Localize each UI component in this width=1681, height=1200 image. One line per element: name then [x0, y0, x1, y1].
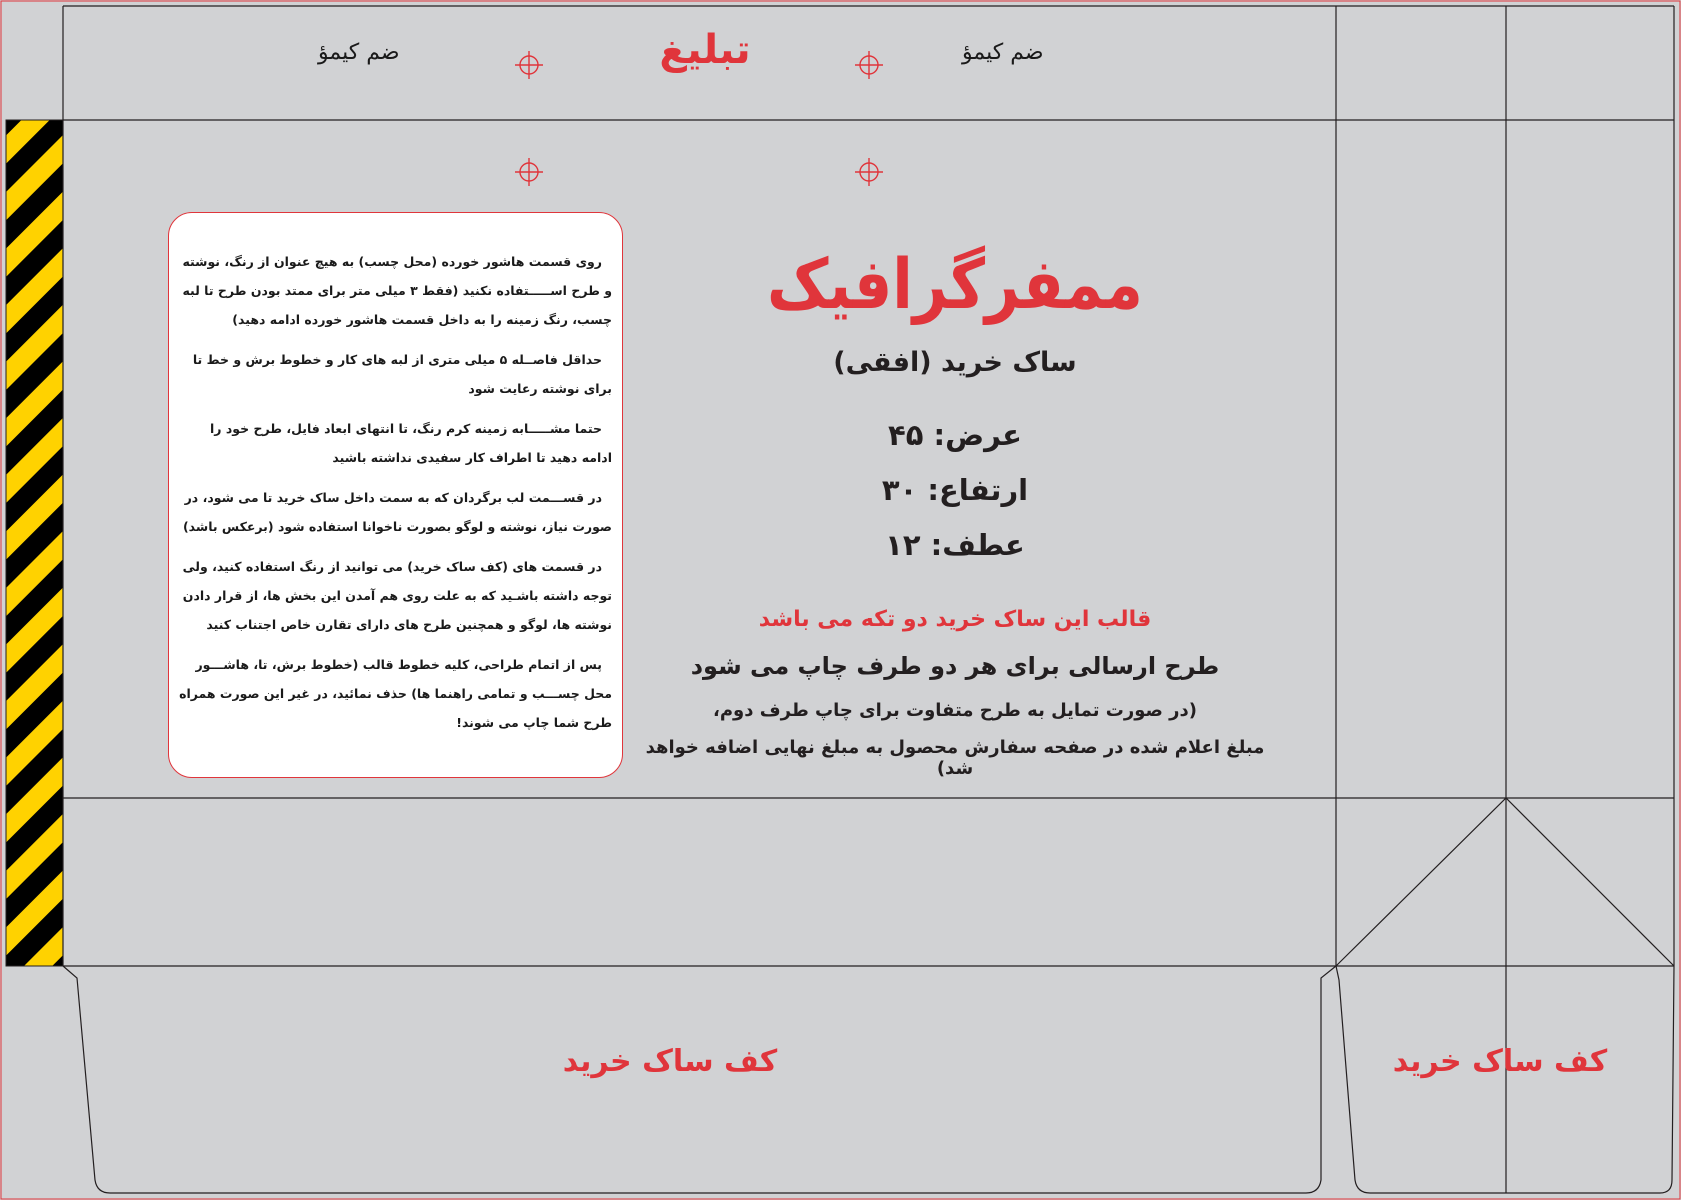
dimension-height: ارتفاع: ۳۰	[881, 473, 1029, 507]
different-design-note: (در صورت تمایل به طرح متفاوت برای چاپ طرف دوم،	[712, 700, 1197, 721]
bag-bottom-label: کف ساک خرید	[562, 1044, 778, 1079]
reg-mark-icon	[515, 51, 543, 79]
top-flap-mark: ﺿﻢ ﻛﻴﻤﺆ	[962, 40, 1044, 65]
instruction-item: حداقل فاصــله ۵ میلی متری از لبه های کار و خطوط برش و خط تا برای نوشته رعایت شود	[192, 352, 612, 396]
bag-bottom-label: کف ساک خرید	[1392, 1044, 1608, 1079]
dimension-width: عرض: ۴۵	[888, 418, 1022, 452]
instruction-item: حتما مشـــــابه زمینه کرم رنگ، تا انتهای ابعاد فایل، طرح خود را ادامه دهید تا اطراف کار سفیدی نداشته باشید	[210, 421, 612, 465]
reg-mark-icon	[855, 51, 883, 79]
extra-cost-note: مبلغ اعلام شده در صفحه سفارش محصول به مبلغ نهایی اضافه خواهد شد)	[645, 737, 1265, 779]
instruction-item: پس از اتمام طراحی، کلیه خطوط قالب (خطوط برش، تا، هاشـــور محل چســـب و تمامی راهنما ها) حذف نمائید، در غیر این صورت همراه طرح شما چاپ می شوند!	[179, 657, 612, 730]
brand-logo: ممفرگرافیک	[767, 244, 1143, 326]
reg-mark-icon	[855, 158, 883, 186]
instructions-box	[168, 212, 623, 778]
reg-mark-icon	[515, 158, 543, 186]
instruction-item: در قســـمت لب برگردان که به سمت داخل ساک خرید تا می شود، در صورت نیاز، نوشته و لوگو بصورت ناخوانا استفاده شود (برعکس باشد)	[182, 490, 612, 534]
print-both-sides-note: طرح ارسالی برای هر دو طرف چاپ می شود	[690, 652, 1220, 680]
top-flap-mark: ﺿﻢ ﻛﻴﻤﺆ	[318, 40, 400, 65]
glue-strip	[6, 120, 63, 966]
two-piece-note: قالب این ساک خرید دو تکه می باشد	[758, 607, 1152, 632]
top-flap-logo: تبلیغ	[659, 27, 751, 73]
product-title: ساک خرید (افقی)	[833, 347, 1077, 378]
instruction-item: روی قسمت هاشور خورده (محل چسب) به هیچ عنوان از رنگ، نوشته و طرح اســـــتفاده نکنید (فقط ۳ میلی متر برای ممتد بودن طرح تا لبه چسب، رنگ زمینه را به داخل قسمت هاشور خورده ادامه دهید)	[182, 254, 612, 327]
dimension-gusset: عطف: ۱۲	[885, 528, 1025, 562]
instruction-item: در قسمت های (کف ساک خرید) می توانید از رنگ استفاده کنید، ولی توجه داشته باشـید که به علت روی هم آمدن این بخش ها، از قرار دادن نوشته ها، لوگو و همچنین طرح های دارای تقارن خاص اجتناب کنید	[182, 559, 612, 632]
